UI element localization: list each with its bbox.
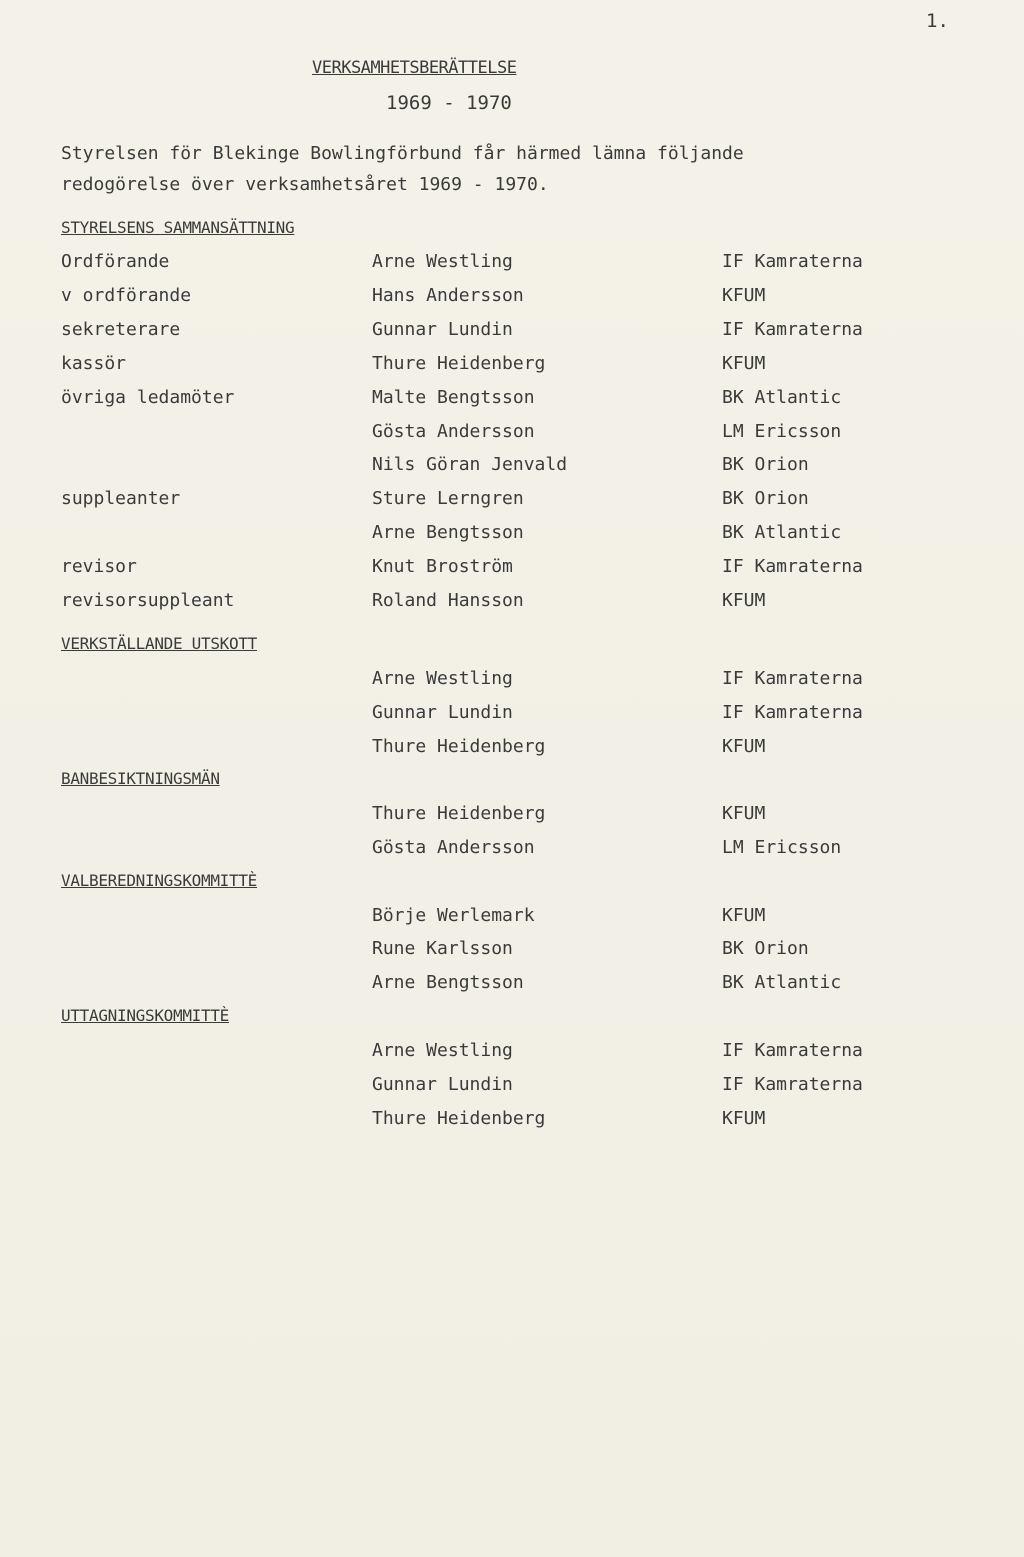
member-name: Thure Heidenberg xyxy=(372,736,546,757)
member-name: Gösta Andersson xyxy=(372,837,535,858)
intro-line: Styrelsen för Blekinge Bowlingförbund får härmed lämna följande xyxy=(61,143,744,164)
member-club: KFUM xyxy=(722,736,766,757)
document-title: VERKSAMHETSBERÄTTELSE xyxy=(312,58,517,78)
selection-row xyxy=(0,1074,1024,1104)
board-row xyxy=(0,454,1024,484)
selection-row xyxy=(0,1040,1024,1070)
member-name: Arne Westling xyxy=(372,668,513,689)
board-row xyxy=(0,353,1024,383)
member-name: Gösta Andersson xyxy=(372,421,535,442)
board-row xyxy=(0,556,1024,586)
page-number: 1. xyxy=(926,10,949,32)
member-club: BK Atlantic xyxy=(722,387,842,408)
role-label: revisorsuppleant xyxy=(61,590,235,611)
nomination-row xyxy=(0,905,1024,935)
report-years: 1969 - 1970 xyxy=(386,92,512,114)
role-label: övriga ledamöter xyxy=(61,387,235,408)
member-club: KFUM xyxy=(722,803,766,824)
member-club: IF Kamraterna xyxy=(722,1074,863,1095)
member-name: Gunnar Lundin xyxy=(372,702,513,723)
member-club: BK Orion xyxy=(722,938,809,959)
executive-row xyxy=(0,736,1024,766)
member-club: BK Orion xyxy=(722,454,809,475)
executive-heading: VERKSTÄLLANDE UTSKOTT xyxy=(61,634,257,653)
intro-paragraph xyxy=(61,138,861,200)
member-name: Arne Westling xyxy=(372,1040,513,1061)
member-name: Arne Bengtsson xyxy=(372,522,524,543)
nomination-heading: VALBEREDNINGSKOMMITTÈ xyxy=(61,871,257,890)
member-name: Arne Westling xyxy=(372,251,513,272)
executive-row xyxy=(0,702,1024,732)
inspectors-row xyxy=(0,803,1024,833)
member-name: Thure Heidenberg xyxy=(372,803,546,824)
member-club: IF Kamraterna xyxy=(722,319,863,340)
selection-row xyxy=(0,1108,1024,1138)
board-row xyxy=(0,319,1024,349)
board-row xyxy=(0,387,1024,417)
role-label: sekreterare xyxy=(61,319,181,340)
member-club: IF Kamraterna xyxy=(722,251,863,272)
member-name: Hans Andersson xyxy=(372,285,524,306)
executive-row xyxy=(0,668,1024,698)
role-label: kassör xyxy=(61,353,127,374)
member-club: BK Atlantic xyxy=(722,972,842,993)
role-label: suppleanter xyxy=(61,488,181,509)
member-club: BK Atlantic xyxy=(722,522,842,543)
member-club: IF Kamraterna xyxy=(722,1040,863,1061)
member-club: IF Kamraterna xyxy=(722,702,863,723)
member-club: IF Kamraterna xyxy=(722,668,863,689)
board-heading: STYRELSENS SAMMANSÄTTNING xyxy=(61,218,295,237)
member-name: Rune Karlsson xyxy=(372,938,513,959)
member-club: IF Kamraterna xyxy=(722,556,863,577)
member-name: Gunnar Lundin xyxy=(372,319,513,340)
inspectors-row xyxy=(0,837,1024,867)
member-club: KFUM xyxy=(722,353,766,374)
role-label: revisor xyxy=(61,556,137,577)
board-row xyxy=(0,285,1024,315)
member-club: KFUM xyxy=(722,590,766,611)
member-name: Nils Göran Jenvald xyxy=(372,454,568,475)
member-club: KFUM xyxy=(722,285,766,306)
member-club: LM Ericsson xyxy=(722,837,842,858)
member-name: Roland Hansson xyxy=(372,590,524,611)
board-row xyxy=(0,251,1024,281)
role-label: v ordförande xyxy=(61,285,192,306)
board-row xyxy=(0,488,1024,518)
board-row xyxy=(0,590,1024,620)
nomination-row xyxy=(0,972,1024,1002)
nomination-row xyxy=(0,938,1024,968)
member-name: Börje Werlemark xyxy=(372,905,535,926)
member-name: Knut Broström xyxy=(372,556,513,577)
board-row xyxy=(0,522,1024,552)
inspectors-heading: BANBESIKTNINGSMÄN xyxy=(61,769,220,788)
member-name: Gunnar Lundin xyxy=(372,1074,513,1095)
board-row xyxy=(0,421,1024,451)
member-club: KFUM xyxy=(722,905,766,926)
member-name: Sture Lerngren xyxy=(372,488,524,509)
member-name: Arne Bengtsson xyxy=(372,972,524,993)
intro-line: redogörelse över verksamhetsåret 1969 - 1970. xyxy=(61,174,549,195)
role-label: Ordförande xyxy=(61,251,170,272)
member-name: Thure Heidenberg xyxy=(372,1108,546,1129)
member-name: Thure Heidenberg xyxy=(372,353,546,374)
member-club: LM Ericsson xyxy=(722,421,842,442)
member-club: BK Orion xyxy=(722,488,809,509)
selection-heading: UTTAGNINGSKOMMITTÈ xyxy=(61,1006,229,1025)
member-name: Malte Bengtsson xyxy=(372,387,535,408)
member-club: KFUM xyxy=(722,1108,766,1129)
